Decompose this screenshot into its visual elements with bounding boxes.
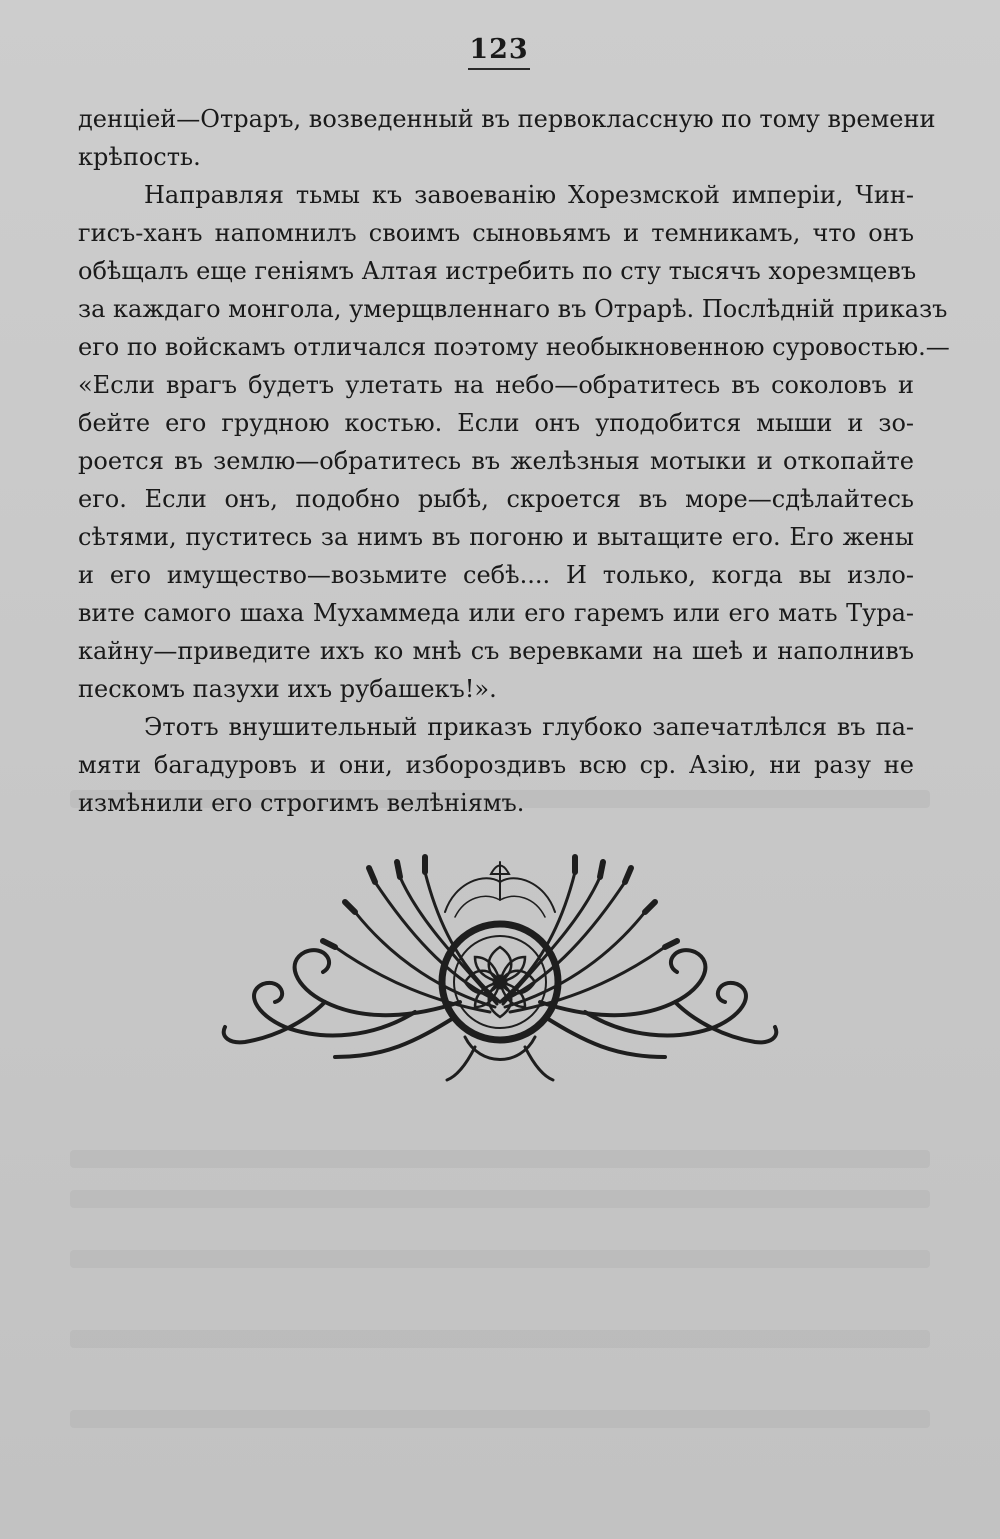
page-number: 123 — [468, 34, 530, 70]
text-line: денціей—Отраръ, возведенный въ первоклассную по тому времени — [78, 105, 936, 133]
text-line: за каждаго монгола, умерщвленнаго въ Отрарѣ. Послѣдній приказъ — [78, 295, 948, 323]
text-line: Этотъ внушительный приказъ глубоко запечатлѣлся въ па- — [144, 713, 914, 741]
text-line: Направляя тьмы къ завоеванію Хорезмской имперіи, Чин- — [144, 181, 914, 209]
show-through-mark — [70, 1150, 930, 1168]
text-line: его. Если онъ, подобно рыбѣ, скроется въ море—сдѣлайтесь — [78, 485, 914, 513]
text-line: мяти багадуровъ и они, избороздивъ всю ср. Азію, ни разу не — [78, 751, 914, 779]
text-line: роется въ землю—обратитесь въ желѣзныя мотыки и откопайте — [78, 447, 914, 475]
text-line: гисъ-ханъ напомнилъ своимъ сыновьямъ и темникамъ, что онъ — [78, 219, 914, 247]
text-line: и его имущество—возьмите себѣ.... И только, когда вы изло- — [78, 561, 914, 589]
text-line: крѣпость. — [78, 143, 201, 171]
show-through-mark — [70, 1330, 930, 1348]
floral-vignette-icon — [215, 852, 785, 1084]
body-text — [78, 100, 950, 822]
text-line: вите самого шаха Мухаммеда или его гаремъ или его мать Тура- — [78, 599, 914, 627]
text-line: «Если врагъ будетъ улетать на небо—обратитесь въ соколовъ и — [78, 371, 914, 399]
show-through-mark — [70, 1410, 930, 1428]
show-through-mark — [70, 1190, 930, 1208]
text-line: его по войскамъ отличался поэтому необыкновенною суровостью.— — [78, 333, 950, 361]
text-line: измѣнили его строгимъ велѣніямъ. — [78, 789, 525, 817]
text-line: сѣтями, пуститесь за нимъ въ погоню и вытащите его. Его жены — [78, 523, 914, 551]
show-through-mark — [70, 1250, 930, 1268]
text-line: кайну—приведите ихъ ко мнѣ съ веревками на шеѣ и наполнивъ — [78, 637, 914, 665]
text-line: обѣщалъ еще геніямъ Алтая истребить по сту тысячъ хорезмцевъ — [78, 257, 917, 285]
text-line: пескомъ пазухи ихъ рубашекъ!». — [78, 675, 497, 703]
text-line: бейте его грудною костью. Если онъ уподобится мыши и зо- — [78, 409, 914, 437]
